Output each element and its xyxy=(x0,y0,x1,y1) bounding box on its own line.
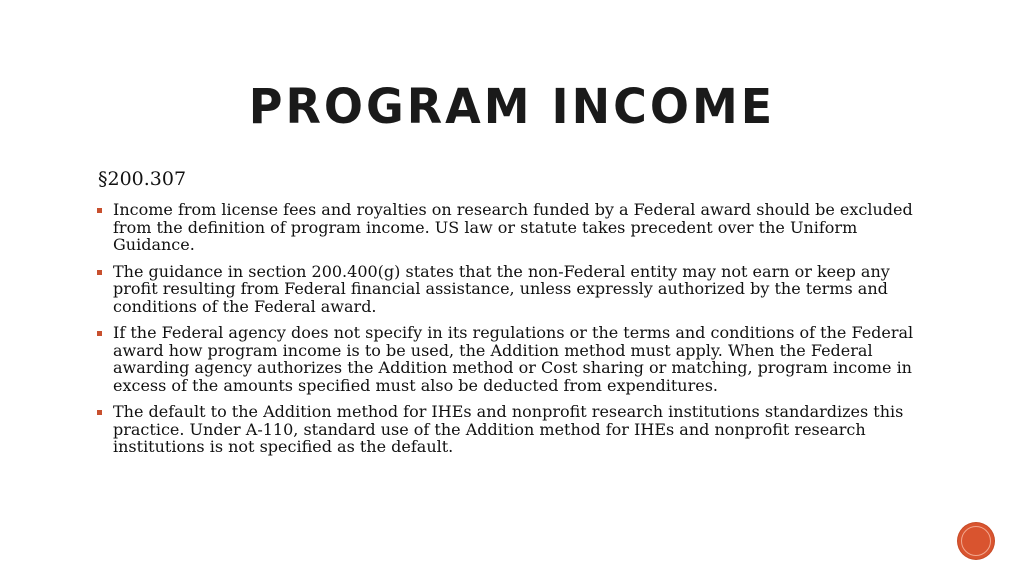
bullet-text: The default to the Addition method for IHEs and nonprofit research institutions standardizes this practice. Under A-110, standard use of the Addition method for IHEs and nonprofit research institutions is not specified as the default. xyxy=(113,402,904,456)
square-bullet-icon xyxy=(97,331,102,336)
badge-ring xyxy=(961,526,991,556)
page-number-badge-icon xyxy=(958,523,994,559)
square-bullet-icon xyxy=(97,270,102,275)
square-bullet-icon xyxy=(97,410,102,415)
bullet-item xyxy=(96,263,926,316)
bullet-item xyxy=(96,403,926,456)
section-label: §200.307 xyxy=(98,168,187,190)
bullet-item xyxy=(96,324,926,394)
bullet-text: Income from license fees and royalties on research funded by a Federal award should be excluded from the definition of program income. US law or statute takes precedent over the Uniform Guidance. xyxy=(113,200,913,254)
bullet-text: The guidance in section 200.400(g) states that the non-Federal entity may not earn or keep any profit resulting from Federal financial assistance, unless expressly authorized by the terms and conditions of the Federal award. xyxy=(113,261,890,316)
bullet-text: If the Federal agency does not specify in its regulations or the terms and conditions of the Federal award how program income is to be used, the Addition method must apply. When the Federal awarding agency authorizes the Addition method or Cost sharing or matching, program income in excess of the amounts specified must also be deducted from expenditures. xyxy=(113,323,914,395)
bullet-list xyxy=(96,201,926,465)
square-bullet-icon xyxy=(97,208,102,213)
bullet-item xyxy=(96,201,926,254)
slide-title: PROGRAM INCOME xyxy=(248,77,776,135)
